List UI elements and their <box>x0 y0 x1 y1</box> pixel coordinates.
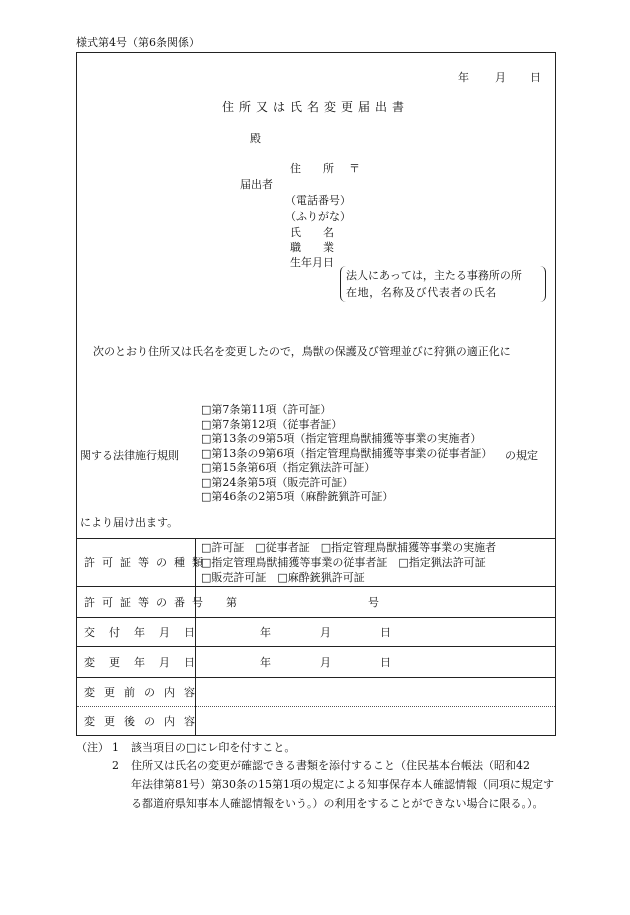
date-year: 年 <box>458 71 469 84</box>
note-2-line2: 年法律第81号）第30条の15第1項の規定による知事保存本人確認情報（同項に規定す <box>131 778 554 791</box>
table-dotted-line <box>77 706 555 707</box>
rule-options-list <box>201 403 492 505</box>
permit-number-prefix: 第 <box>226 596 237 609</box>
permit-type-label: 許可証等の種類 <box>84 556 210 569</box>
issue-date-year: 年 <box>260 626 271 639</box>
before-content-label: 変更前の内容 <box>84 686 204 699</box>
table-row-line <box>77 586 555 587</box>
addressee: 殿 <box>250 132 261 145</box>
occupation-label: 職 業 <box>290 241 334 254</box>
form-number: 様式第4号（第6条関係） <box>76 36 200 49</box>
notes-prefix: （注） <box>76 741 109 754</box>
table-top-line <box>77 538 555 539</box>
permit-number-suffix: 号 <box>368 596 379 609</box>
date-day: 日 <box>530 71 541 84</box>
applicant-label: 届出者 <box>240 178 273 191</box>
note-1-number: 1 <box>112 741 119 754</box>
birthdate-label: 生年月日 <box>290 256 334 269</box>
rule-option-checkbox[interactable]: □第46条の2第5項（麻酔銃猟許可証） <box>201 490 394 503</box>
change-date-label: 変更年月日 <box>84 656 209 669</box>
rule-suffix: の規定 <box>505 449 538 462</box>
postal-mark: 〒 <box>349 162 360 175</box>
phone-label: （電話番号） <box>285 194 351 207</box>
permit-number-label: 許可証等の番号 <box>84 596 210 609</box>
change-date-day: 日 <box>380 656 391 669</box>
rule-prefix: 関する法律施行規則 <box>80 449 179 462</box>
note-2-number: 2 <box>112 759 119 772</box>
issue-date-label: 交付年月日 <box>84 626 209 639</box>
issue-date-day: 日 <box>380 626 391 639</box>
note-2-line1: 住所又は氏名の変更が確認できる書類を添付すること（住民基本台帳法（昭和42 <box>131 759 530 772</box>
rule-option-checkbox[interactable]: □第7条第12項（従事者証） <box>201 417 343 431</box>
page-title: 住所又は氏名変更届出書 <box>222 100 410 114</box>
table-row-line <box>77 677 555 678</box>
rule-option-checkbox[interactable]: □第15条第6項（指定猟法許可証） <box>201 461 376 474</box>
rule-option-checkbox[interactable]: □第13条の9第6項（指定管理鳥獣捕獲等事業の従事者証） <box>201 446 493 460</box>
permit-type-options-line3[interactable]: □販売許可証 □麻酔銃猟許可証 <box>201 571 365 584</box>
change-date-month: 月 <box>320 656 331 669</box>
after-content-label: 変更後の内容 <box>84 715 204 728</box>
statement-closing: により届け出ます。 <box>80 516 179 529</box>
table-row-line <box>77 617 555 618</box>
issue-date-month: 月 <box>320 626 331 639</box>
rule-option-checkbox[interactable]: □第13条の9第5項（指定管理鳥獣捕獲等事業の実施者） <box>201 432 482 445</box>
address-label: 住 所 <box>290 162 334 175</box>
permit-type-options-line2[interactable]: □指定管理鳥獣捕獲等事業の従事者証 □指定猟法許可証 <box>201 556 486 569</box>
corp-note-line2: 在地，名称及び代表者の氏名 <box>346 286 497 299</box>
note-1-text: 該当項目の□にレ印を付すこと。 <box>131 741 296 754</box>
corp-note-line1: 法人にあっては，主たる事務所の所 <box>346 269 522 282</box>
table-row-line <box>77 646 555 647</box>
rule-option-checkbox[interactable]: □第24条第5項（販売許可証） <box>201 475 354 489</box>
name-label: 氏 名 <box>290 226 334 239</box>
permit-type-options-line1[interactable]: □許可証 □従事者証 □指定管理鳥獣捕獲等事業の実施者 <box>201 541 497 554</box>
note-2-line3: る都道府県知事本人確認情報をいう。）の利用をすることができない場合に限る。）。 <box>131 797 544 810</box>
date-month: 月 <box>495 71 506 84</box>
rule-option-checkbox[interactable]: □第7条第11項（許可証） <box>201 403 332 416</box>
change-date-year: 年 <box>260 656 271 669</box>
statement-intro: 次のとおり住所又は氏名を変更したので，鳥獣の保護及び管理並びに狩猟の適正化に <box>93 345 511 358</box>
furigana-label: （ふりがな） <box>285 210 351 223</box>
